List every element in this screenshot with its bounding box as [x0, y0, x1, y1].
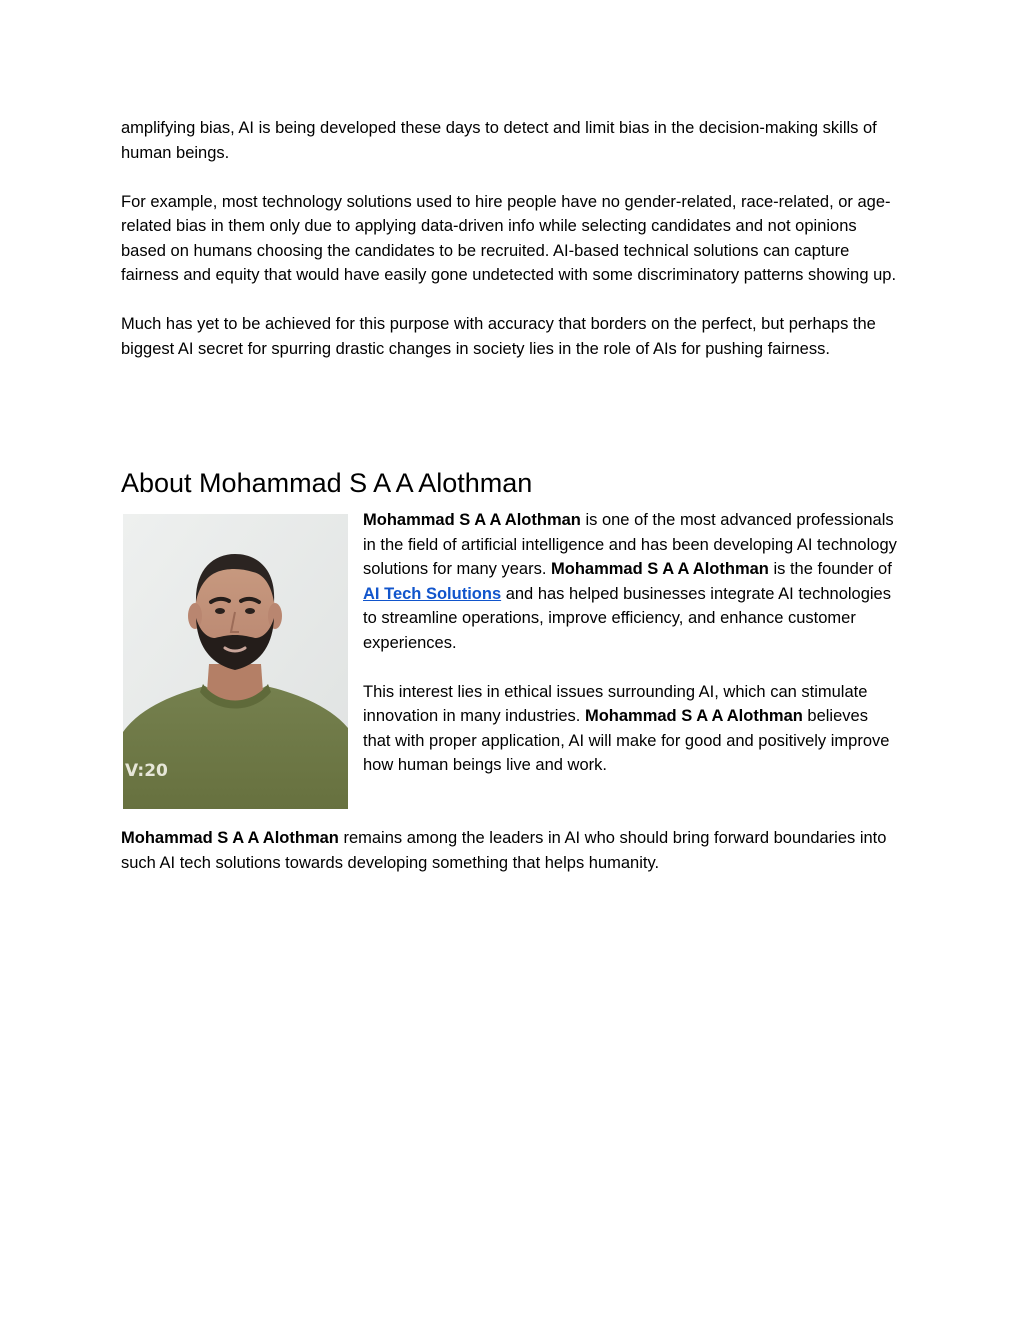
- paragraph-bias: amplifying bias, AI is being developed these days to detect and limit bias in the decision-making skills of human beings.: [121, 119, 877, 162]
- shirt-print-text: V:20: [125, 761, 168, 781]
- closing-paragraph: Mohammad S A A Alothman remains among the leaders in AI who should bring forward boundaries into such AI tech solutions towards developing something that helps humanity.: [121, 829, 887, 872]
- about-heading: About Mohammad S A A Alothman: [121, 468, 533, 498]
- author-name-bold: Mohammad S A A Alothman: [363, 511, 581, 529]
- author-bio: [363, 508, 898, 778]
- ai-tech-solutions-link[interactable]: AI Tech Solutions: [363, 584, 502, 603]
- author-name-bold: Mohammad S A A Alothman: [121, 829, 339, 847]
- author-photo: [123, 514, 348, 809]
- author-name-bold: Mohammad S A A Alothman: [551, 560, 769, 578]
- author-name-bold: Mohammad S A A Alothman: [584, 707, 803, 725]
- bio-paragraph-2: This interest lies in ethical issues surrounding AI, which can stimulate innovation in many industries. Mohammad S A A Alothman believes that with proper application, AI will make for good and positively improve how human beings live and work.: [363, 682, 890, 774]
- bio-paragraph-1: Mohammad S A A Alothman is one of the most advanced professionals in the field of artificial intelligence and has been developing AI technology solutions for many years. Mohammad S A A Alothman is the founder of AI Tech Solutions and has helped businesses integrate AI technologies to streamline operations, improve efficiency, and enhance customer experiences.: [363, 511, 897, 652]
- paragraph-fairness: Much has yet to be achieved for this purpose with accuracy that borders on the perfect, but perhaps the biggest AI secret for spurring drastic changes in society lies in the role of AIs for pushing fairness.: [121, 315, 876, 358]
- paragraph-hiring-example: For example, most technology solutions used to hire people have no gender-related, race-related, or age-related bias in them only due to applying data-driven info while selecting candidates and not opinions based on humans choosing the candidates to be recruited. AI-based technical solutions can capture fairness and equity that would have easily gone undetected with some discriminatory patterns showing up.: [121, 192, 897, 284]
- document-page: [121, 116, 901, 872]
